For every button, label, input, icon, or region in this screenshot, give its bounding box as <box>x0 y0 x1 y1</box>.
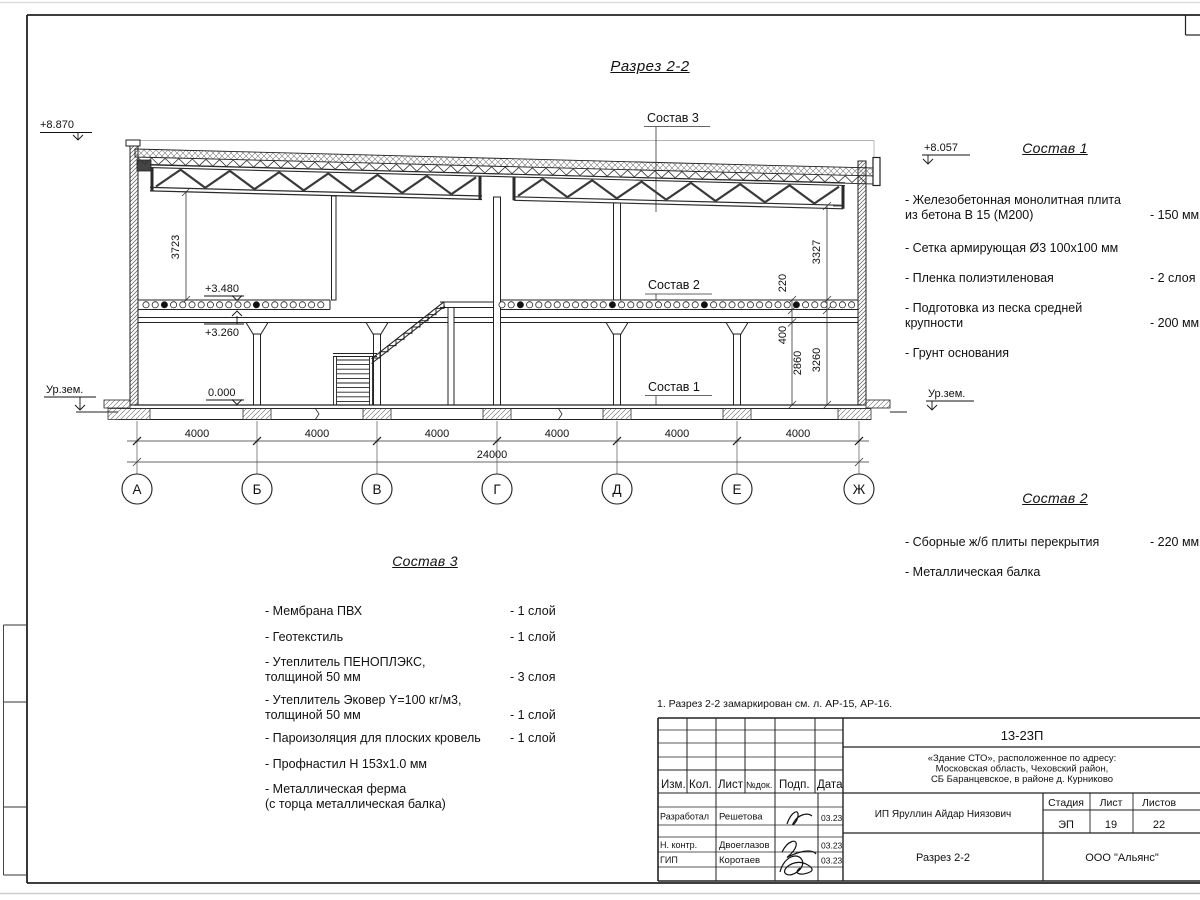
elevation-slab-bottom: +3.260 <box>205 327 239 339</box>
signature-korotaev <box>780 856 812 875</box>
item-name: - Металлическая ферма (с торца металлическая балка) <box>265 782 446 811</box>
bay-dimension: 4000 <box>664 428 690 440</box>
bay-dimension: 4000 <box>184 428 210 440</box>
sostav1-item <box>905 301 1200 331</box>
project-address-line1: «Здание СТО», расположенное по адресу: <box>927 753 1117 764</box>
item-value: - 1 слой <box>510 707 556 722</box>
sheets-value: 22 <box>1152 819 1166 831</box>
item-name: - Пароизоляция для плоских кровель <box>265 731 481 745</box>
axis-bubble-label: А <box>132 482 142 497</box>
right-wall <box>858 161 866 405</box>
dim-slab: 220 <box>777 273 789 293</box>
sheet-label: Лист <box>1099 797 1123 809</box>
vertical-dimensions <box>182 188 843 409</box>
foundation-pads <box>108 409 871 420</box>
role-gip: ГИП <box>660 855 678 865</box>
col-ndoc: №док. <box>746 780 773 790</box>
sostav3-item <box>265 782 575 812</box>
item-value: - 1 слой <box>510 630 556 644</box>
item-name: - Сетка армирующая Ø3 100х100 мм <box>905 241 1119 255</box>
elevation-roof-right: +8.057 <box>924 142 958 154</box>
company-name: ООО "Альянс" <box>1085 852 1159 864</box>
axis-bubble-label: Е <box>732 482 742 497</box>
sostav2-title: Состав 2 <box>1022 490 1088 506</box>
sostav1-title: Состав 1 <box>1022 140 1088 156</box>
dim-left-height: 3723 <box>170 234 182 260</box>
col-kol: Кол. <box>689 779 712 791</box>
sheet-note: 1. Разрез 2-2 замаркирован см. л. АР-15, АР-16. <box>657 698 893 710</box>
doc-number: 13-23П <box>1000 728 1044 743</box>
bay-dimension: 4000 <box>785 428 811 440</box>
right-foundation-ledge <box>866 400 890 408</box>
item-value: - 150 мм <box>1150 207 1200 222</box>
bay-dimension: 4000 <box>424 428 450 440</box>
dim-lower: 3260 <box>811 347 823 373</box>
project-address-line2: Московская область, Чеховский район, <box>935 763 1109 775</box>
callout-sostav1: Состав 1 <box>648 380 700 394</box>
callout-sostav3: Состав 3 <box>647 111 699 125</box>
sheets-label: Листов <box>1141 797 1177 809</box>
dim-beam: 400 <box>777 325 789 345</box>
col-list: Лист <box>718 779 743 791</box>
col-izm: Изм. <box>661 779 686 791</box>
item-name: - Подготовка из песка средней крупности <box>905 301 1083 330</box>
role-razrabotal: Разработал <box>660 811 709 822</box>
elevation-floor: 0.000 <box>208 387 236 399</box>
stair-support <box>448 308 454 406</box>
sostav3-item <box>265 757 575 772</box>
item-name: - Утеплитель Эковер Y=100 кг/м3, толщиной 50 мм <box>265 693 462 722</box>
break-mark <box>558 408 562 420</box>
break-mark <box>315 408 319 420</box>
item-value: - 220 мм <box>1150 535 1200 549</box>
item-name: - Утеплитель ПЕНОПЛЭКС, толщиной 50 мм <box>265 655 426 684</box>
bay-dimension: 4000 <box>544 428 570 440</box>
name-dvoeglazov: Двоеглазов <box>719 840 770 851</box>
item-name: - Геотекстиль <box>265 630 344 644</box>
role-nkontr: Н. контр. <box>660 840 698 850</box>
client-name: ИП Яруллин Айдар Ниязович <box>874 809 1012 820</box>
sostav3-item <box>265 604 575 619</box>
signature-reshetova <box>787 812 812 825</box>
axis-bubble-label: Ж <box>852 482 866 497</box>
sostav3-item <box>265 630 575 645</box>
axis-grid <box>122 421 874 504</box>
signatures <box>780 812 816 875</box>
callout-sostav2: Состав 2 <box>648 278 700 292</box>
ground-level-right: Ур.зем. <box>928 388 966 400</box>
item-value: - 3 слоя <box>510 669 556 684</box>
elevation-roof-left: +8.870 <box>40 119 74 131</box>
sostav1-item <box>905 271 1200 286</box>
name-korotaev: Коротаев <box>719 855 761 866</box>
date-gip: 03.23 <box>821 855 843 866</box>
item-value: - 1 слой <box>510 731 556 745</box>
left-margin-stamp <box>4 625 28 875</box>
sostav1-item <box>905 241 1200 256</box>
item-value: - 2 слоя <box>1150 271 1196 285</box>
sostav1-item <box>905 193 1200 223</box>
item-name: - Мембрана ПВХ <box>265 604 363 618</box>
sostav3-title: Состав 3 <box>392 553 458 569</box>
stage-value: ЭП <box>1058 819 1074 831</box>
truss-bearing-pad <box>137 160 151 171</box>
item-name: - Железобетонная монолитная плита из бетона В 15 (М200) <box>905 193 1121 222</box>
left-wall <box>126 140 140 405</box>
bay-dimension: 4000 <box>304 428 330 440</box>
stage-label: Стадия <box>1048 797 1084 809</box>
col-data: Дата <box>817 779 843 791</box>
item-name: - Металлическая балка <box>905 565 1041 579</box>
date-razrabotal: 03.23 <box>821 813 843 823</box>
name-reshetova: Решетова <box>719 811 763 823</box>
signature-dvoeglazov <box>782 841 816 857</box>
item-value: - 1 слой <box>510 604 556 618</box>
item-name: - Профнастил Н 153х1.0 мм <box>265 757 428 771</box>
item-name: - Пленка полиэтиленовая <box>905 271 1054 285</box>
axis-bubble-label: Г <box>493 482 501 497</box>
drawing-title: Разрез 2-2 <box>610 58 690 75</box>
axis-bubble-label: Б <box>252 482 262 497</box>
left-foundation-ledge <box>104 400 130 408</box>
item-value: - 200 мм <box>1150 315 1200 330</box>
project-address-line3: СБ Баранцевское, в районе д. Курниково <box>930 774 1114 785</box>
col-podp: Подп. <box>779 779 810 791</box>
sostav3-item <box>265 731 575 746</box>
date-nkontr: 03.23 <box>821 840 843 851</box>
axis-bubble-label: В <box>372 482 382 497</box>
sostav1-item <box>905 346 1200 361</box>
sostav2-item <box>905 565 1200 580</box>
sostav3-item <box>265 655 575 685</box>
titleblock-section-title: Разрез 2-2 <box>915 852 971 864</box>
item-name: - Сборные ж/б плиты перекрытия <box>905 535 1100 549</box>
sostav3-item <box>265 693 575 723</box>
ground-level-left: Ур.зем. <box>46 384 84 396</box>
roof-end-plate <box>873 158 880 186</box>
sheet-value: 19 <box>1104 819 1118 831</box>
sostav2-item <box>905 535 1200 550</box>
axis-bubble-label: Д <box>612 482 622 497</box>
item-name: - Грунт основания <box>905 346 1010 360</box>
dim-storey: 2860 <box>792 350 804 376</box>
stair-partition <box>332 196 337 300</box>
dim-total: 24000 <box>476 449 508 461</box>
elevation-slab-top: +3.480 <box>205 283 239 295</box>
dim-right-height: 3327 <box>811 239 823 265</box>
